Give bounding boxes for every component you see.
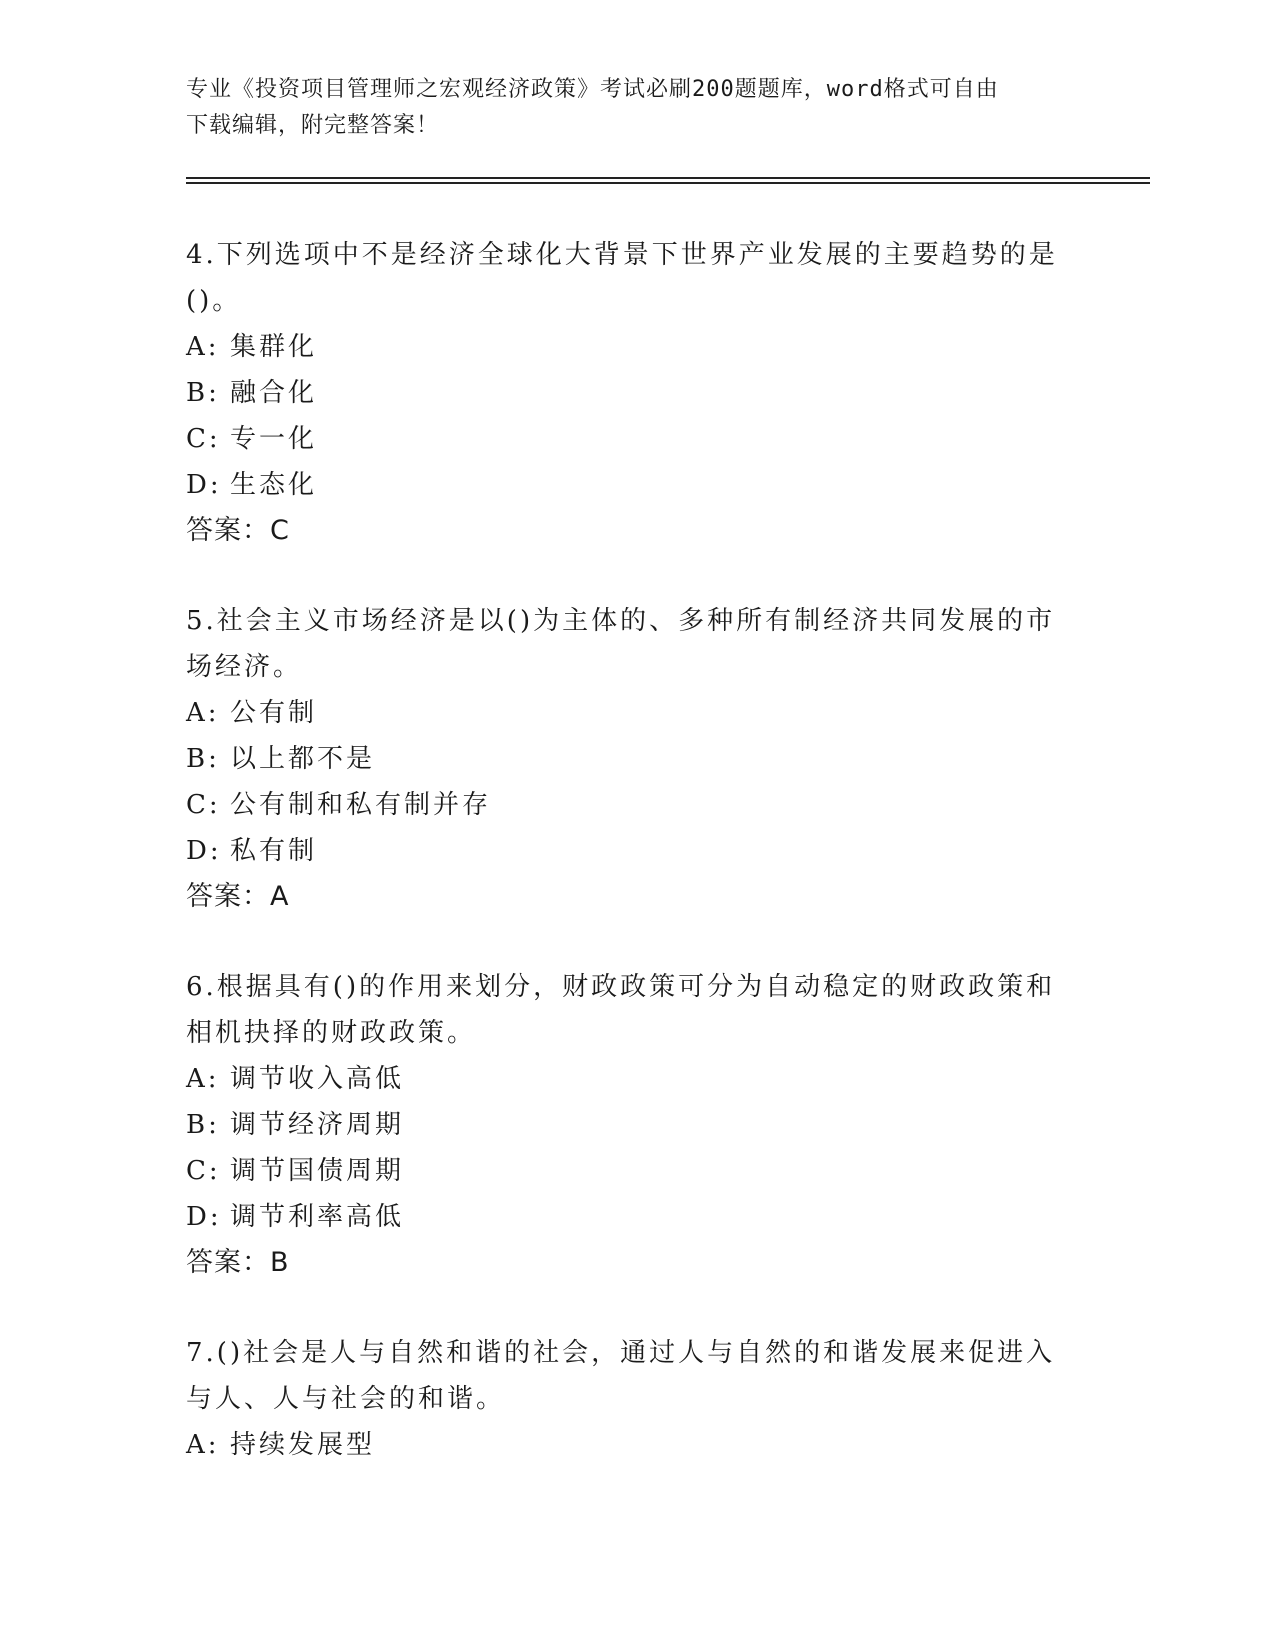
question-7: [186, 1330, 1066, 1468]
answer-line: 答案：C: [186, 515, 290, 546]
option-key: D:: [186, 836, 222, 866]
option-c: [186, 782, 1066, 828]
option-a: [186, 324, 1066, 370]
header-line-1: 专业《投资项目管理师之宏观经济政策》考试必刷200题题库，word格式可自由: [186, 77, 999, 102]
option-key: A:: [186, 332, 220, 362]
option-text: 生态化: [230, 470, 318, 500]
option-key: A:: [186, 698, 220, 728]
question-stem-line-2: ()。: [186, 286, 242, 316]
option-key: D:: [186, 470, 222, 500]
option-key: A:: [186, 1430, 220, 1460]
option-key: B:: [186, 744, 220, 774]
header-line-2: 下载编辑，附完整答案！: [186, 113, 440, 138]
option-text: 调节经济周期: [230, 1110, 405, 1140]
option-key: B:: [186, 378, 220, 408]
option-key: A:: [186, 1064, 220, 1094]
option-key: C:: [186, 424, 221, 454]
question-stem-line-2: 与人、人与社会的和谐。: [186, 1384, 506, 1414]
option-a: [186, 1422, 1066, 1468]
question-4: [186, 232, 1066, 554]
question-stem-line-1: 7.()社会是人与自然和谐的社会，通过人与自然的和谐发展来促进入: [186, 1338, 1056, 1368]
option-a: [186, 690, 1066, 736]
option-text: 调节国债周期: [230, 1156, 405, 1186]
option-text: 公有制和私有制并存: [230, 790, 492, 820]
option-key: B:: [186, 1110, 220, 1140]
question-6: [186, 964, 1066, 1286]
option-d: [186, 462, 1066, 508]
answer-line: 答案：B: [186, 1247, 290, 1278]
question-list: [186, 232, 1066, 1512]
option-text: 持续发展型: [230, 1430, 376, 1460]
header-divider-top: [186, 177, 1150, 179]
question-stem-line-1: 5.社会主义市场经济是以()为主体的、多种所有制经济共同发展的市: [186, 606, 1056, 636]
question-5: [186, 598, 1066, 920]
option-key: C:: [186, 1156, 221, 1186]
question-stem-line-2: 场经济。: [186, 652, 303, 682]
option-c: [186, 1148, 1066, 1194]
option-b: [186, 736, 1066, 782]
question-stem-line-1: 6.根据具有()的作用来划分，财政政策可分为自动稳定的财政政策和: [186, 972, 1056, 1002]
option-text: 公有制: [230, 698, 318, 728]
document-header: [186, 72, 1066, 144]
option-d: [186, 1194, 1066, 1240]
option-key: C:: [186, 790, 221, 820]
option-text: 以上都不是: [230, 744, 376, 774]
option-text: 融合化: [230, 378, 318, 408]
option-text: 专一化: [230, 424, 318, 454]
question-stem-line-1: 4.下列选项中不是经济全球化大背景下世界产业发展的主要趋势的是: [186, 240, 1058, 270]
header-divider-bottom: [186, 182, 1150, 184]
option-text: 私有制: [230, 836, 318, 866]
option-text: 调节收入高低: [230, 1064, 405, 1094]
answer-line: 答案：A: [186, 881, 290, 912]
option-c: [186, 416, 1066, 462]
option-b: [186, 370, 1066, 416]
option-a: [186, 1056, 1066, 1102]
option-d: [186, 828, 1066, 874]
option-text: 调节利率高低: [230, 1202, 405, 1232]
option-key: D:: [186, 1202, 222, 1232]
question-stem-line-2: 相机抉择的财政政策。: [186, 1018, 477, 1048]
option-text: 集群化: [230, 332, 318, 362]
option-b: [186, 1102, 1066, 1148]
